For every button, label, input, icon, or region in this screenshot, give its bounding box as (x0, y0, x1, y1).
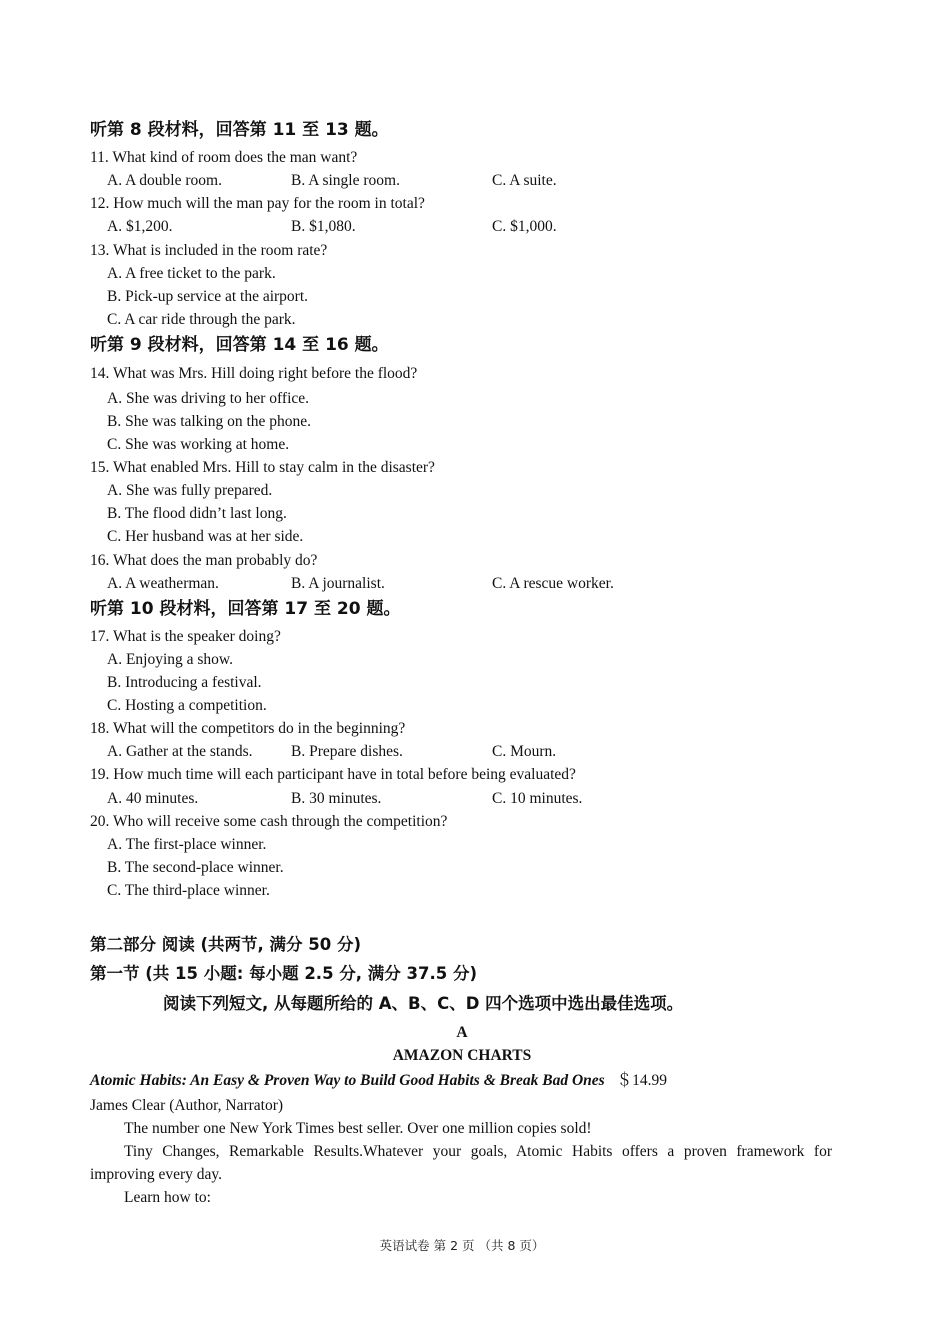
option-c: C. $1,000. (492, 218, 557, 235)
passage-letter: A (456, 1024, 468, 1041)
section-8-heading: 听第 8 段材料，回答第 11 至 13 题。 (90, 120, 389, 140)
option-a: A. Gather at the stands. (107, 743, 253, 760)
section-10-heading: 听第 10 段材料，回答第 17 至 20 题。 (90, 599, 401, 619)
option-a: A. A free ticket to the park. (107, 265, 276, 282)
question-13: 13. What is included in the room rate? (90, 242, 328, 259)
option-c: C. The third-place winner. (107, 882, 270, 899)
question-17: 17. What is the speaker doing? (90, 628, 281, 645)
question-15: 15. What enabled Mrs. Hill to stay calm in the disaster? (90, 459, 435, 476)
option-a: A. Enjoying a show. (107, 651, 233, 668)
section-9-heading: 听第 9 段材料，回答第 14 至 16 题。 (90, 335, 389, 355)
option-c: C. Hosting a competition. (107, 697, 267, 714)
option-c: C. 10 minutes. (492, 790, 583, 807)
option-b: B. A single room. (291, 172, 400, 189)
option-a: A. The first-place winner. (107, 836, 267, 853)
option-a: A. 40 minutes. (107, 790, 199, 807)
option-b: B. Pick-up service at the airport. (107, 288, 309, 305)
option-b: B. Introducing a festival. (107, 674, 262, 691)
option-a: A. She was fully prepared. (107, 482, 273, 499)
option-b: B. The second-place winner. (107, 859, 284, 876)
book-title: Atomic Habits: An Easy & Proven Way to Build Good Habits & Break Bad Ones (90, 1072, 605, 1089)
option-c: C. Her husband was at her side. (107, 528, 304, 545)
paragraph-1: The number one New York Times best seller. Over one million copies sold! (124, 1120, 592, 1137)
question-11: 11. What kind of room does the man want? (90, 149, 358, 166)
option-a: A. $1,200. (107, 218, 173, 235)
option-b: B. Prepare dishes. (291, 743, 403, 760)
option-b: B. The flood didn’t last long. (107, 505, 287, 522)
part-2-title: 第二部分 阅读 (共两节, 满分 50 分) (90, 935, 362, 954)
part-2-section-1: 第一节 (共 15 小题: 每小题 2.5 分, 满分 37.5 分) (90, 964, 478, 983)
option-c: C. A car ride through the park. (107, 311, 296, 328)
paragraph-3: Learn how to: (124, 1189, 211, 1206)
question-16: 16. What does the man probably do? (90, 552, 318, 569)
book-title-line (90, 1071, 667, 1091)
option-c: C. Mourn. (492, 743, 557, 760)
question-19: 19. How much time will each participant have in total before being evaluated? (90, 766, 576, 783)
book-author: James Clear (Author, Narrator) (90, 1097, 284, 1114)
option-c: C. A suite. (492, 172, 557, 189)
passage-title: AMAZON CHARTS (392, 1047, 532, 1064)
page-footer: 英语试卷 第 2 页 （共 8 页） (379, 1238, 545, 1253)
option-a: A. A double room. (107, 172, 222, 189)
question-20: 20. Who will receive some cash through the competition? (90, 813, 448, 830)
option-b: B. 30 minutes. (291, 790, 382, 807)
option-b: B. $1,080. (291, 218, 356, 235)
option-c: C. A rescue worker. (492, 575, 614, 592)
option-c: C. She was working at home. (107, 436, 290, 453)
question-12: 12. How much will the man pay for the room in total? (90, 195, 425, 212)
option-a: A. A weatherman. (107, 575, 219, 592)
option-b: B. She was talking on the phone. (107, 413, 312, 430)
question-14: 14. What was Mrs. Hill doing right before the flood? (90, 365, 418, 382)
option-b: B. A journalist. (291, 575, 385, 592)
paragraph-2: Tiny Changes, Remarkable Results.Whatever your goals, Atomic Habits offers a proven framework for improving every day. (90, 1143, 832, 1183)
book-price: ＄14.99 (616, 1072, 667, 1089)
part-2-instruction: 阅读下列短文, 从每题所给的 A、B、C、D 四个选项中选出最佳选项。 (163, 994, 684, 1013)
question-18: 18. What will the competitors do in the beginning? (90, 720, 406, 737)
option-a: A. She was driving to her office. (107, 390, 310, 407)
